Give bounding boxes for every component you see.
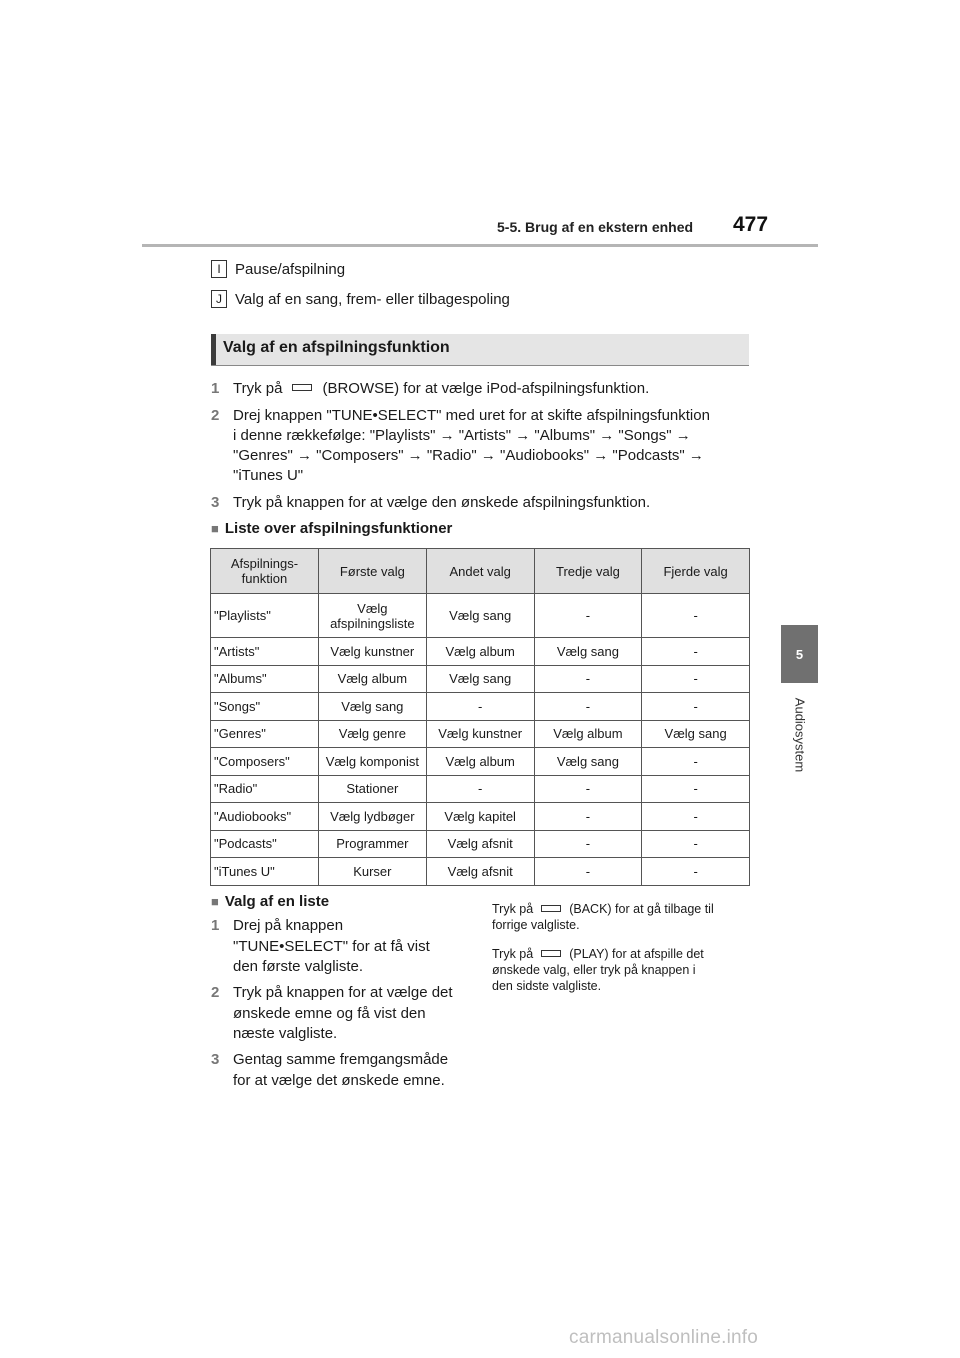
step-number: 1 [211,917,220,934]
table-header-cell: Andet valg [426,549,534,594]
chapter-tab: 5 [781,625,818,683]
table-row [211,665,750,693]
table-cell: Programmer [318,830,426,858]
table-cell: - [534,775,642,803]
section-heading [211,334,749,366]
table-cell: - [534,665,642,693]
step-3 [211,493,751,513]
table-cell: Vælg sang [534,748,642,776]
table-row [211,720,750,748]
step-line: "TUNE•SELECT" for at få vist [233,937,430,955]
table-cell: "iTunes U" [211,858,319,886]
table-cell: Vælg album [318,665,426,693]
browse-button-icon [292,384,312,391]
table-cell: Vælg kunstner [318,638,426,666]
table-row [211,748,750,776]
table-cell: - [642,594,750,638]
page-number: 477 [733,213,769,236]
table-cell: "Composers" [211,748,319,776]
key-letter-i: I [211,260,227,278]
table-row [211,803,750,831]
step-line: for at vælge det ønskede emne. [233,1071,445,1089]
table-cell: Vælg lydbøger [318,803,426,831]
table-cell: Kurser [318,858,426,886]
table-cell: - [642,665,750,693]
table-cell: Vælg sang [318,693,426,721]
square-bullet-icon: ■ [211,894,219,909]
step-line: i denne rækkefølge: "Playlists" → "Artists" → "Albums" → "Songs" → [233,427,691,444]
table-cell: "Podcasts" [211,830,319,858]
table-cell: "Albums" [211,665,319,693]
table-cell: - [534,693,642,721]
back-button-icon [541,905,561,912]
table-header-cell: Fjerde valg [642,549,750,594]
step-2 [211,406,751,486]
key-item-i [211,260,345,278]
table-cell: - [426,693,534,721]
table-cell: Vælg genre [318,720,426,748]
table-header-row [211,549,750,594]
table-cell: - [534,858,642,886]
table-cell: Vælg sang [426,665,534,693]
table-cell: - [642,858,750,886]
header-divider [142,244,818,247]
list-select-heading [211,893,329,910]
step-1 [211,379,751,399]
functions-table [210,548,750,886]
table-cell: Vælg album [426,748,534,776]
step-line: den første valgliste. [233,958,364,975]
step-text: (BROWSE) for at vælge iPod-afspilningsfunktion. [322,380,650,397]
table-cell: - [534,830,642,858]
table-cell: "Songs" [211,693,319,721]
table-row [211,775,750,803]
table-cell: Vælg afspilningsliste [318,594,426,638]
table-cell: - [642,693,750,721]
step-text: Tryk på knappen for at vælge den ønskede afspilningsfunktion. [233,494,651,511]
table-cell: - [642,775,750,803]
play-button-icon [541,950,561,957]
table-cell: Vælg album [426,638,534,666]
step-number: 2 [211,984,220,1001]
table-cell: Vælg sang [642,720,750,748]
table-cell: "Genres" [211,720,319,748]
table-cell: "Playlists" [211,594,319,638]
key-text-i: Pause/afspilning [235,260,346,278]
step-line: Gentag samme fremgangsmåde [233,1051,449,1068]
list-step-1 [211,916,471,978]
table-cell: - [642,830,750,858]
table-cell: Vælg kunstner [426,720,534,748]
table-cell: - [426,775,534,803]
table-cell: Vælg sang [534,638,642,666]
chapter-title: Audiosystem [792,697,808,773]
list-step-3 [211,1050,471,1092]
table-cell: - [534,594,642,638]
table-cell: "Artists" [211,638,319,666]
table-cell: - [642,748,750,776]
key-item-j [211,290,510,308]
step-line: Drej knappen "TUNE•SELECT" med uret for at skifte afspilningsfunktion [233,407,710,424]
table-cell: Vælg afsnit [426,830,534,858]
heading-bar [211,334,216,365]
list-heading-text: Liste over afspilningsfunktioner [224,520,453,537]
note-play: Tryk på (PLAY) for at afspille det ønskede valg, eller tryk på knappen i den sidste valgliste. [492,947,704,993]
table-header-cell: Første valg [318,549,426,594]
table-row [211,830,750,858]
table-row [211,638,750,666]
watermark: carmanualsonline.info [569,1327,759,1348]
table-cell: Vælg komponist [318,748,426,776]
step-line: "iTunes U" [233,467,304,484]
table-cell: - [642,638,750,666]
table-cell: "Radio" [211,775,319,803]
table-header-cell: Tredje valg [534,549,642,594]
step-number: 3 [211,1051,220,1068]
step-line: "Genres" → "Composers" → "Radio" → "Audiobooks" → "Podcasts" → [233,447,704,464]
list-heading [211,520,452,537]
table-cell: Vælg kapitel [426,803,534,831]
section-heading-text: Valg af en afspilningsfunktion [223,339,450,356]
table-cell: Vælg album [534,720,642,748]
table-cell: "Audiobooks" [211,803,319,831]
table-cell: Vælg sang [426,594,534,638]
table-header-cell: Afspilnings- funktion [211,549,319,594]
step-line: Drej på knappen [233,917,344,934]
section-label: 5-5. Brug af en ekstern enhed [497,219,694,235]
step-number: 2 [211,407,220,424]
list-select-heading-text: Valg af en liste [224,893,330,910]
note-back: Tryk på (BACK) for at gå tilbage til forrige valgliste. [492,902,714,932]
table-row [211,858,750,886]
step-line: næste valgliste. [233,1025,338,1042]
table-row [211,693,750,721]
step-text: Tryk på [233,380,283,397]
key-letter-j: J [211,290,227,308]
key-text-j: Valg af en sang, frem- eller tilbagespoling [235,290,510,308]
list-step-2 [211,983,471,1045]
table-cell: - [642,803,750,831]
table-cell: Stationer [318,775,426,803]
table-cell: - [534,803,642,831]
step-line: Tryk på knappen for at vælge det [233,984,453,1001]
square-bullet-icon: ■ [211,521,219,536]
step-line: ønskede emne og få vist den [233,1004,426,1022]
table-cell: Vælg afsnit [426,858,534,886]
table-row [211,594,750,638]
step-number: 3 [211,494,220,511]
step-number: 1 [211,380,220,397]
